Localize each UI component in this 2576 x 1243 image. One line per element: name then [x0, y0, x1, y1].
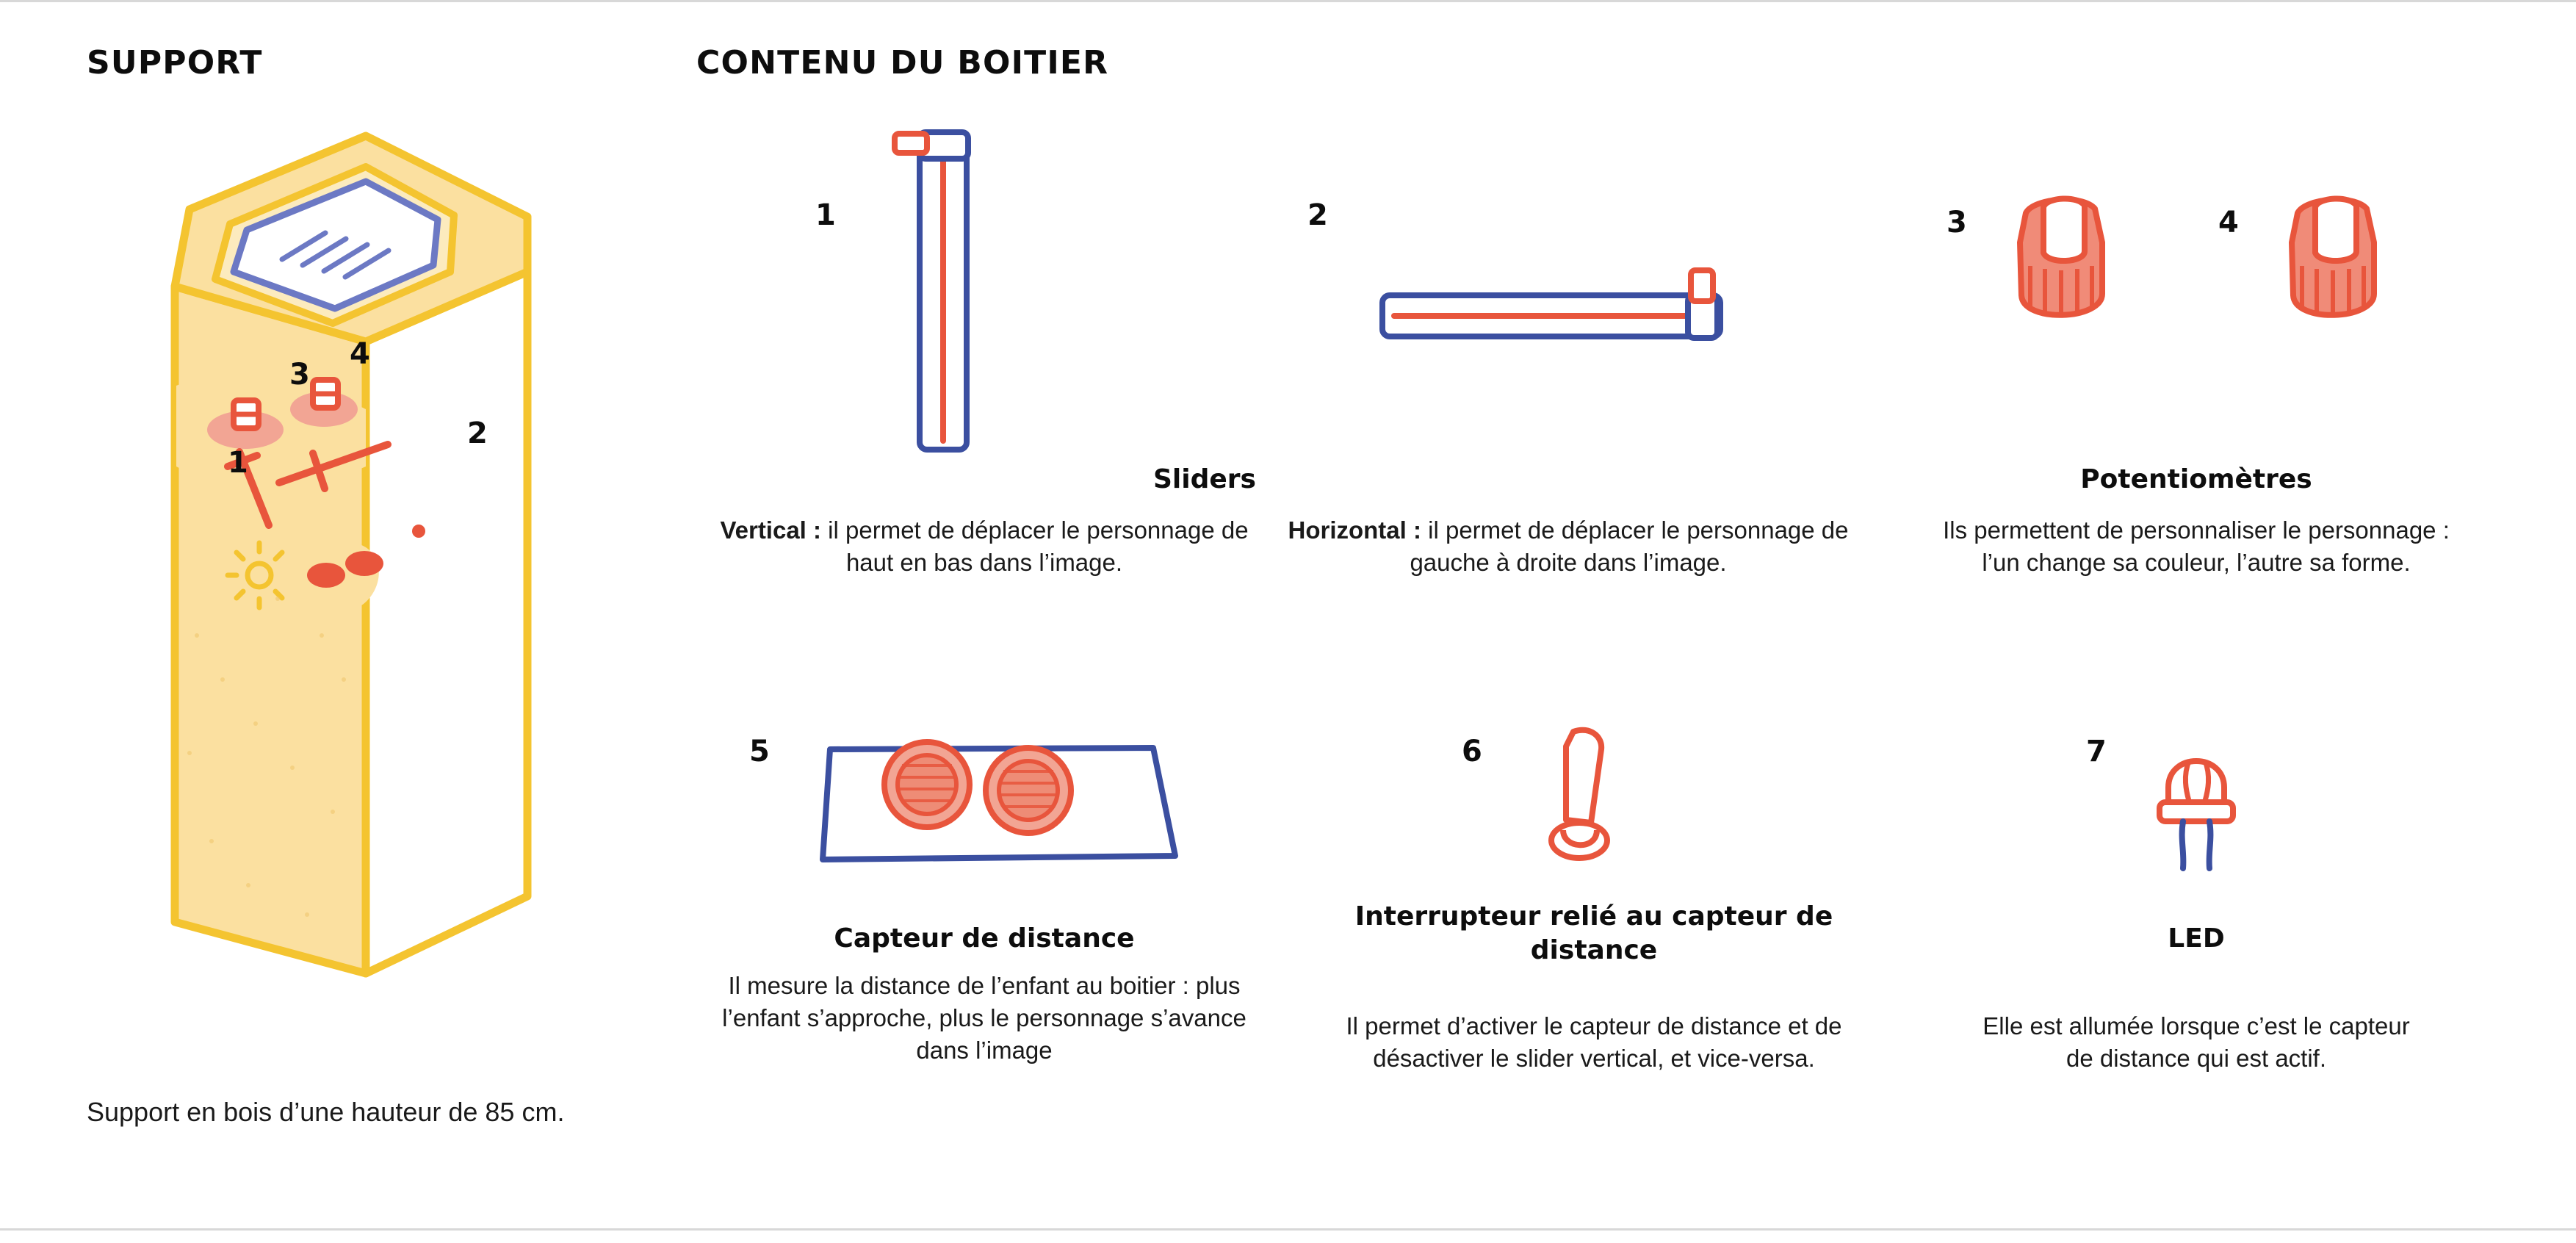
- item-led: [2086, 720, 2248, 889]
- potentiometer-icon: [1992, 184, 2132, 356]
- support-caption: Support en bois d’une hauteur de 85 cm.: [87, 1097, 565, 1127]
- switch-title: Interrupteur relié au capteur de distance: [1354, 901, 1833, 966]
- potentiometres-description-line2: personnage :: [2308, 516, 2450, 544]
- item-distance-sensor: [749, 720, 1161, 882]
- potentiometres-description-line1: Ils permettent de personnaliser le: [1943, 516, 2302, 544]
- cabinet-label-4: 4: [350, 337, 370, 371]
- potentiometres-group-title: Potentiomètres: [2080, 464, 2312, 494]
- contenu-section-title: CONTENU DU BOITIER: [696, 44, 1109, 82]
- vertical-slider-icon: [889, 118, 1028, 466]
- bottom-divider: [0, 1228, 2576, 1231]
- top-divider: [0, 0, 2576, 2]
- potentiometres-description-line4: forme.: [2342, 549, 2411, 577]
- vertical-slider-caption: [705, 514, 1263, 579]
- arcade-cabinet-illustration: [145, 121, 601, 1102]
- item-number-6: 6: [1462, 735, 1482, 768]
- led-icon: [2137, 720, 2262, 893]
- item-vertical-slider: [779, 118, 1087, 485]
- potentiometres-description-line3: l’un change sa couleur, l’autre sa: [1982, 549, 2335, 577]
- sliders-group-title: Sliders: [1153, 464, 1256, 494]
- horizontal-slider-label: Horizontal :: [1288, 516, 1421, 544]
- item-switch: [1462, 720, 1638, 889]
- distance-sensor-icon: [808, 720, 1190, 885]
- distance-sensor-title: Capteur de distance: [834, 923, 1135, 954]
- led-title: LED: [2168, 923, 2225, 954]
- item-number-4: 4: [2218, 206, 2239, 239]
- vertical-slider-label: Vertical :: [720, 516, 822, 544]
- horizontal-slider-icon: [1374, 264, 1756, 371]
- cabinet-label-2: 2: [467, 417, 488, 450]
- item-potentiometer-4: [2218, 184, 2439, 404]
- potentiometer-icon: [2264, 184, 2403, 356]
- led-description: Elle est allumée lorsque c’est le capteur de distance qui est actif.: [1982, 1012, 2410, 1073]
- item-number-1: 1: [815, 198, 836, 232]
- switch-description: Il permet d’activer le capteur de distance et de désactiver le slider vertical, et vice-versa.: [1346, 1012, 1842, 1073]
- vertical-slider-description: il permet de déplacer le personnage de haut en bas dans l’image.: [821, 516, 1249, 577]
- horizontal-slider-description: il permet de déplacer le personnage de gauche à droite dans l’image.: [1410, 516, 1849, 577]
- cabinet-label-3: 3: [289, 358, 310, 392]
- support-section-title: SUPPORT: [87, 44, 263, 82]
- distance-sensor-description: Il mesure la distance de l’enfant au boitier : plus l’enfant s’approche, plus le personnage s’avance dans l’image: [722, 972, 1246, 1064]
- item-number-7: 7: [2086, 735, 2107, 768]
- potentiometres-description: [1924, 514, 2468, 579]
- item-number-2: 2: [1307, 198, 1328, 232]
- item-number-3: 3: [1947, 206, 1967, 239]
- horizontal-slider-caption: [1278, 514, 1858, 579]
- item-number-5: 5: [749, 735, 770, 768]
- cabinet-label-1: 1: [228, 446, 248, 480]
- item-potentiometer-3: [1947, 184, 2167, 404]
- support-section: [87, 37, 674, 1183]
- item-horizontal-slider: [1293, 184, 1807, 419]
- switch-icon: [1528, 720, 1645, 885]
